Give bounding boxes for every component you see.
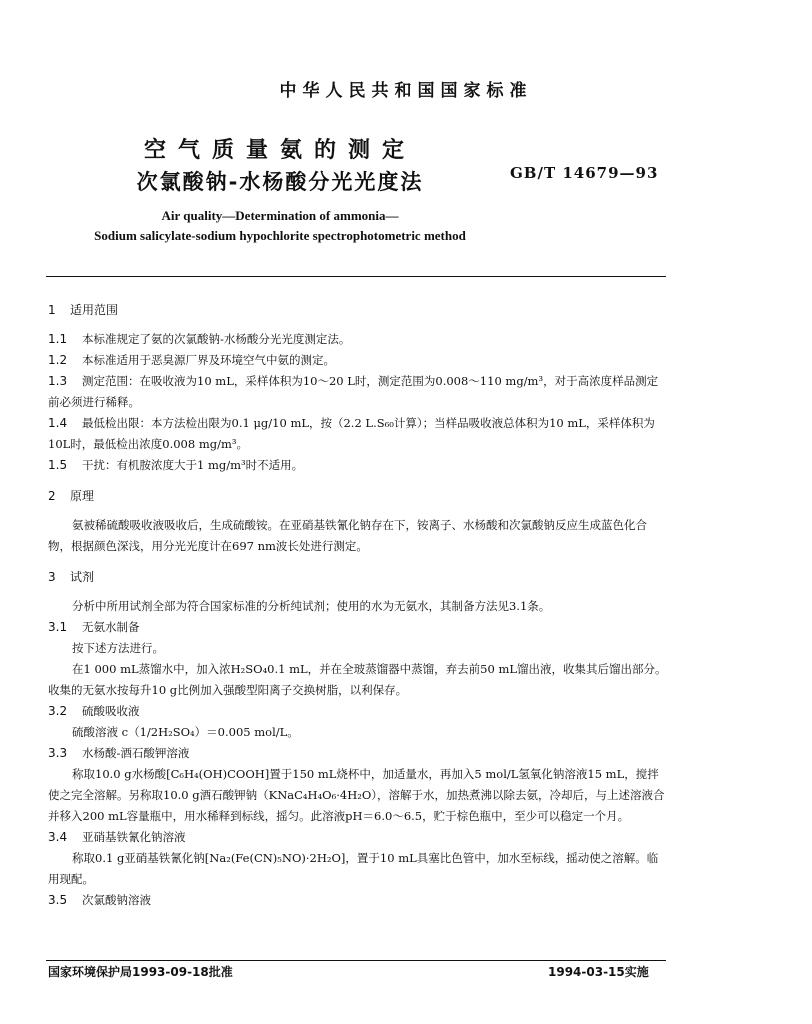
clause: [48, 350, 668, 371]
clause-title: 亚硝基铁氰化钠溶液: [82, 830, 186, 844]
paragraph: 称取0.1 g亚硝基铁氰化钠[Na₂(Fe(CN)₅NO)·2H₂O]，置于10 mL具塞比色管中，加水至标线，摇动使之溶解。临用现配。: [48, 851, 659, 886]
clause-title: 无氨水制备: [82, 620, 140, 634]
paragraph: 在1 000 mL蒸馏水中，加入浓H₂SO₄0.1 mL，并在全玻蒸馏器中蒸馏，弃去前50 mL馏出液，收集其后馏出部分。收集的无氨水按每升10 g比例加入强酸型阳离子交换树脂，以利保存。: [48, 662, 667, 697]
clause: [48, 890, 668, 911]
clause-title: 硫酸吸收液: [82, 704, 140, 718]
paragraph: 硫酸溶液 c（1/2H₂SO₄）＝0.005 mol/L。: [72, 725, 299, 739]
clause-number: 3.4: [48, 830, 68, 844]
paragraph: 氨被稀硫酸吸收液吸收后，生成硫酸铵。在亚硝基铁氰化钠存在下，铵离子、水杨酸和次氯酸钠反应生成蓝色化合物，根据颜色深浅，用分光光度计在697 nm波长处进行测定。: [48, 518, 647, 553]
implementation-date: 1994-03-15实施: [548, 965, 649, 979]
approval-date: 国家环境保护局1993-09-18批准: [48, 965, 233, 979]
section-heading: [48, 486, 668, 507]
clause-title: 水杨酸-酒石酸钾溶液: [82, 746, 190, 760]
paragraph: 分析中所用试剂全部为符合国家标准的分析纯试剂；使用的水为无氨水，其制备方法见3.1条。: [72, 599, 551, 613]
section-number: 1: [48, 303, 56, 317]
clause-number: 1.3: [48, 374, 68, 388]
section-title: 试剂: [70, 570, 95, 584]
section-title: 适用范围: [70, 303, 119, 317]
clause: [48, 827, 668, 848]
section-number: 2: [48, 489, 56, 503]
clause: [48, 371, 668, 413]
paragraph: 称取10.0 g水杨酸[C₆H₄(OH)COOH]置于150 mL烧杯中，加适量水，再加入5 mol/L氢氧化钠溶液15 mL，搅拌使之完全溶解。另称取10.0 g酒石酸钾钠（KNaC₄H₄O₆·4H₂O），溶解于水，加热煮沸以除去氨，冷却后，与上述溶液合并移入200 mL容量瓶中，用水稀释到标线，摇匀。此溶液pH＝6.0～6.5，贮于棕色瓶中，至少可以稳定一个月。: [48, 767, 665, 823]
clause-number: 3.5: [48, 893, 68, 907]
clause-text: 最低检出限：本方法检出限为0.1 μg/10 mL，按（2.2 L.S₆₀计算）；当样品吸收液总体积为10 mL，采样体积为10L时，最低检出浓度0.008 mg/m³。: [48, 416, 655, 451]
title-english-line1: Air quality—Determination of ammonia—: [161, 208, 399, 223]
clause-number: 3.2: [48, 704, 68, 718]
section-heading: [48, 300, 668, 321]
clause-title: 次氯酸钠溶液: [82, 893, 151, 907]
clause: [48, 413, 668, 455]
clause: [48, 701, 668, 722]
document-body: [48, 298, 668, 911]
clause: [48, 743, 668, 764]
clause: [48, 329, 668, 350]
clause-text: 测定范围：在吸收液为10 mL，采样体积为10～20 L时，测定范围为0.008～110 mg/m³，对于高浓度样品测定前必须进行稀释。: [48, 374, 659, 409]
clause-number: 1.2: [48, 353, 68, 367]
title-chinese-line1: 空气质量氨的测定: [143, 138, 416, 163]
standard-code: GB/T 14679—93: [510, 164, 659, 182]
header-divider: [46, 276, 666, 277]
clause-text: 本标准规定了氨的次氯酸钠-水杨酸分光光度测定法。: [82, 332, 351, 346]
footer-divider: [46, 960, 666, 961]
section-number: 3: [48, 570, 56, 584]
title-english-line2: Sodium salicylate-sodium hypochlorite spectrophotometric method: [94, 228, 466, 243]
paragraph: 按下述方法进行。: [72, 641, 164, 655]
title-chinese-line2: 次氯酸钠-水杨酸分光光度法: [136, 170, 424, 194]
clause-number: 1.4: [48, 416, 68, 430]
clause-number: 3.3: [48, 746, 68, 760]
section-heading: [48, 567, 668, 588]
clause-number: 1.1: [48, 332, 68, 346]
clause: [48, 455, 668, 476]
standard-name: 中华人民共和国国家标准: [279, 81, 533, 101]
clause-number: 3.1: [48, 620, 68, 634]
section-title: 原理: [70, 489, 95, 503]
clause-text: 干扰：有机胺浓度大于1 mg/m³时不适用。: [82, 458, 304, 472]
clause-number: 1.5: [48, 458, 68, 472]
clause: [48, 617, 668, 638]
clause-text: 本标准适用于恶臭源厂界及环境空气中氨的测定。: [82, 353, 335, 367]
